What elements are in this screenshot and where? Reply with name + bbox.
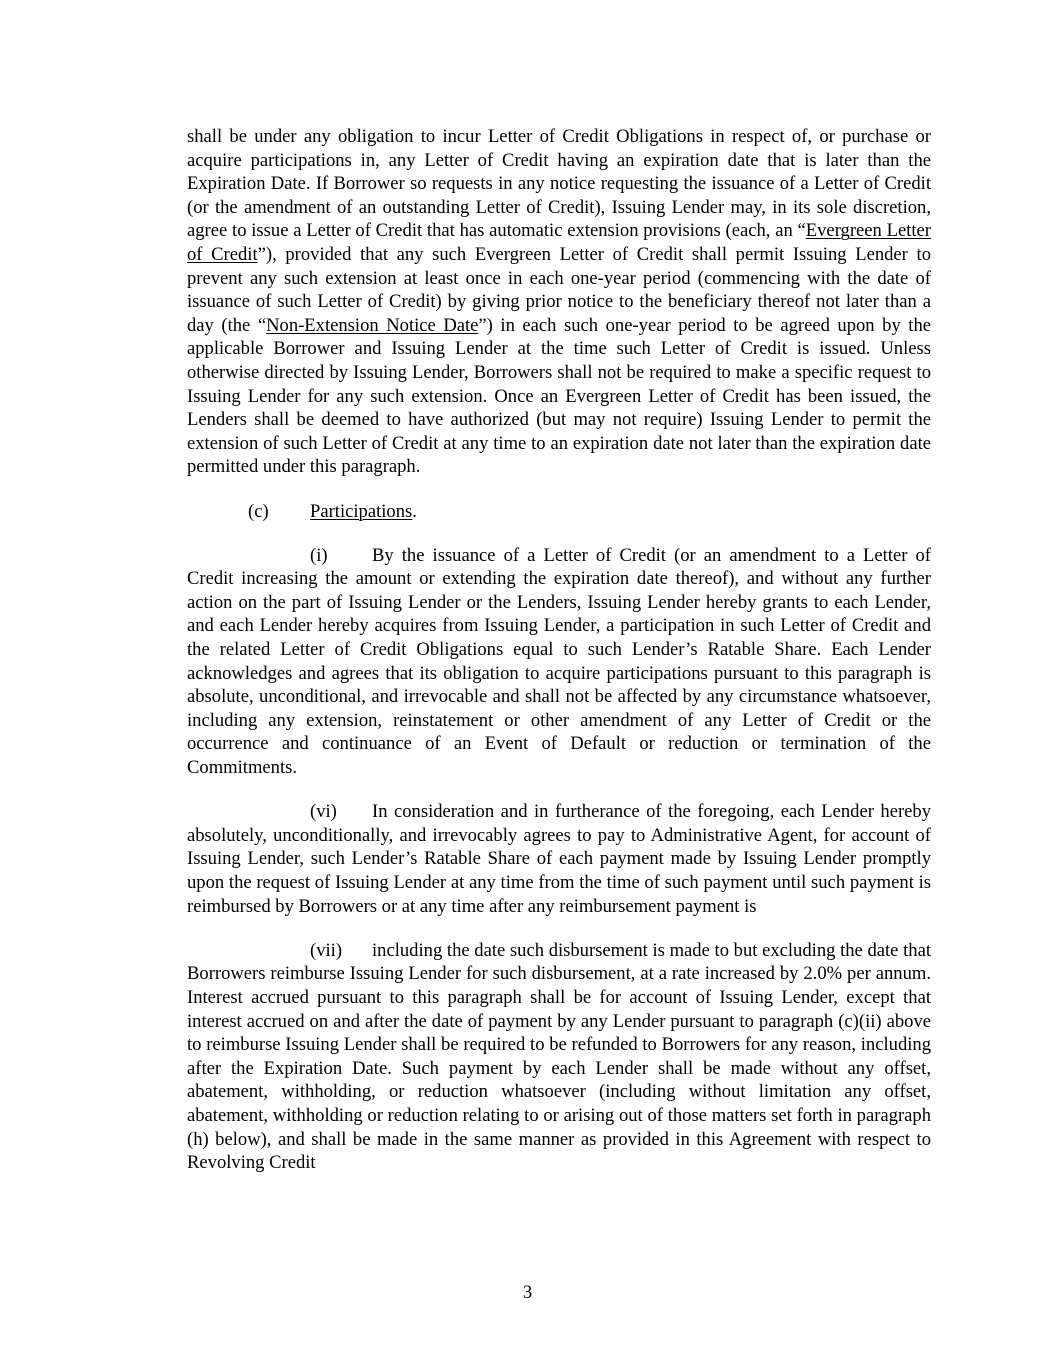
section-heading-participations [187, 500, 931, 524]
defined-term-evergreen-letter-of-credit: Evergreen Letter of Credit [187, 220, 931, 265]
p1-text-2: ”), provided that any such Evergreen Letter of Credit shall permit Issuing Lender to prevent any such extension at least once in each one-year period (commencing with the date of issuance of such Letter of Credit) by giving prior notice to the beneficiary thereof not later than a day (the “ [187, 243, 931, 336]
section-title: Participations [310, 500, 413, 522]
subparagraph-text: In consideration and in furtherance of the foregoing, each Lender hereby absolutely, unconditionally, and irrevocably agrees to pay to Administrative Agent, for account of Issuing Lender, such Lender’s Ratable Share of each payment made by Issuing Lender promptly upon the request of Issuing Lender at any time from the time of such payment until such payment is reimbursed by Borrowers or at any time after any reimbursement payment is [187, 801, 931, 917]
defined-term-non-extension-notice-date: Non-Extension Notice Date [266, 314, 479, 336]
subparagraph-vii [187, 939, 931, 1175]
subparagraph-number: (vii) [310, 939, 343, 961]
p1-text-1: shall be under any obligation to incur Letter of Credit Obligations in respect of, or purchase or acquire participations in, any Letter of Credit having an expiration date that is later than the Expiration Date. If Borrower so requests in any notice requesting the issuance of a Letter of Credit (or the amendment of an outstanding Letter of Credit), Issuing Lender may, in its sole discretion, agree to issue a Letter of Credit that has automatic extension provisions (each, an “ [187, 126, 931, 242]
subparagraph-text: including the date such disbursement is made to but excluding the date that Borrowers reimburse Issuing Lender for such disbursement, at a rate increased by 2.0% per annum. Interest accrued pursuant to this paragraph shall be for account of Issuing Lender, except that interest accrued on and after the date of payment by any Lender pursuant to paragraph (c)(ii) above to reimburse Issuing Lender shall be required to be refunded to Borrowers for any reason, including after the Expiration Date. Such payment by each Lender shall be made without any offset, abatement, withholding, or reduction whatsoever (including without limitation any offset, abatement, withholding or reduction relating to or arising out of those matters set forth in paragraph (h) below), and shall be made in the same manner as provided in this Agreement with respect to Revolving Credit [187, 939, 931, 1174]
subparagraph-vi [187, 800, 931, 918]
document-page [187, 125, 931, 1195]
section-number: (c) [248, 500, 269, 522]
page-number: 3 [522, 1282, 533, 1303]
paragraph-letter-of-credit-expiration [187, 125, 931, 479]
p1-text-3: ”) in each such one-year period to be agreed upon by the applicable Borrower and Issuing Lender at the time such Letter of Credit is issued. Unless otherwise directed by Issuing Lender, Borrowers shall not be required to make a specific request to Issuing Lender for any such extension. Once an Evergreen Letter of Credit has been issued, the Lenders shall be deemed to have authorized (but may not require) Issuing Lender to permit the extension of such Letter of Credit at any time to an expiration date not later than the expiration date permitted under this paragraph. [187, 314, 931, 478]
subparagraph-i [187, 544, 931, 780]
subparagraph-text: By the issuance of a Letter of Credit (or an amendment to a Letter of Credit increasing the amount or extending the expiration date thereof), and without any further action on the part of Issuing Lender or the Lenders, Issuing Lender hereby grants to each Lender, and each Lender hereby acquires from Issuing Lender, a participation in such Letter of Credit and the related Letter of Credit Obligations equal to such Lender’s Ratable Share. Each Lender acknowledges and agrees that its obligation to acquire participations pursuant to this paragraph is absolute, unconditional, and irrevocable and shall not be affected by any circumstance whatsoever, including any extension, reinstatement or other amendment of any Letter of Credit or the occurrence and continuance of an Event of Default or reduction or termination of the Commitments. [187, 544, 931, 779]
section-title-period: . [412, 500, 417, 522]
subparagraph-number: (i) [310, 544, 328, 566]
subparagraph-number: (vi) [310, 801, 337, 823]
